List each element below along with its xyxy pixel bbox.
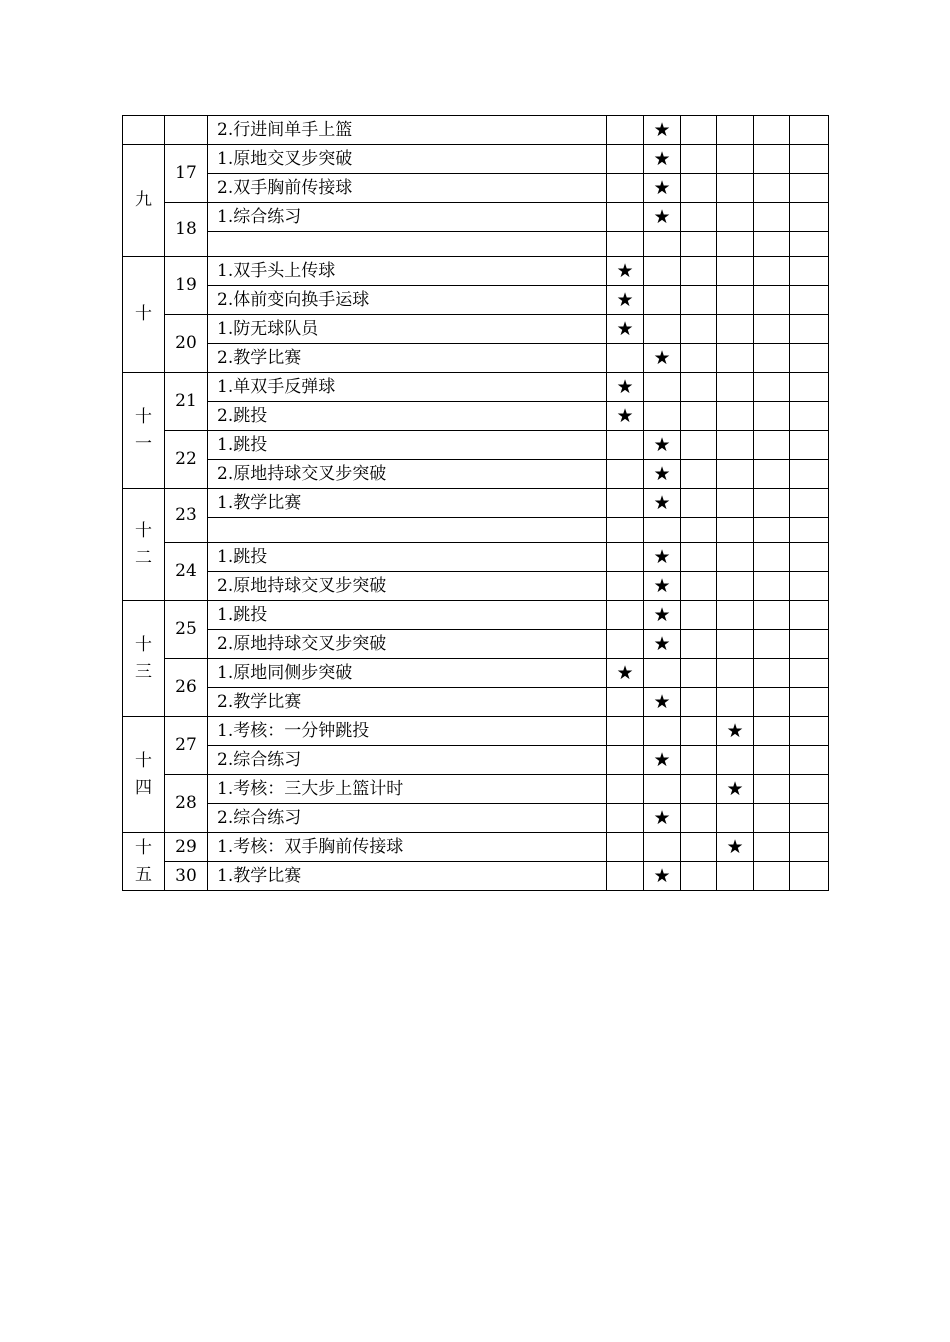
- star-icon: ★: [726, 835, 744, 858]
- mark-cell: [754, 460, 790, 489]
- mark-cell: [681, 601, 717, 630]
- lesson-content: [208, 518, 607, 543]
- lesson-content: [208, 232, 607, 257]
- mark-cell: [644, 344, 681, 373]
- mark-cell: [754, 601, 790, 630]
- week-cell: [123, 601, 165, 717]
- mark-cell: [644, 431, 681, 460]
- lesson-number: 21: [165, 373, 208, 431]
- mark-cell: [607, 460, 644, 489]
- mark-cell: [790, 402, 829, 431]
- mark-cell: [790, 344, 829, 373]
- mark-cell: [717, 543, 754, 572]
- mark-cell: [607, 174, 644, 203]
- star-icon: ★: [653, 176, 671, 199]
- mark-cell: [790, 630, 829, 659]
- mark-cell: [754, 717, 790, 746]
- mark-cell: [607, 746, 644, 775]
- mark-cell: [607, 373, 644, 402]
- mark-cell: [790, 460, 829, 489]
- mark-cell: [607, 257, 644, 286]
- week-label-char: 十: [135, 634, 152, 655]
- mark-cell: [717, 145, 754, 174]
- star-icon: ★: [653, 462, 671, 485]
- mark-cell: [717, 717, 754, 746]
- mark-cell: [790, 659, 829, 688]
- mark-cell: [607, 431, 644, 460]
- mark-cell: [644, 717, 681, 746]
- mark-cell: [754, 203, 790, 232]
- mark-cell: [607, 543, 644, 572]
- mark-cell: [681, 431, 717, 460]
- mark-cell: [644, 804, 681, 833]
- mark-cell: [644, 775, 681, 804]
- mark-cell: [790, 601, 829, 630]
- mark-cell: [790, 572, 829, 601]
- table-row: [123, 344, 829, 373]
- table-row: [123, 804, 829, 833]
- star-icon: ★: [653, 632, 671, 655]
- star-icon: ★: [653, 603, 671, 626]
- star-icon: ★: [616, 375, 634, 398]
- mark-cell: [754, 431, 790, 460]
- mark-cell: [717, 257, 754, 286]
- lesson-content: 2.教学比赛: [208, 344, 607, 373]
- table-row: [123, 116, 829, 145]
- week-cell: [123, 833, 165, 891]
- table-row: [123, 572, 829, 601]
- mark-cell: [717, 833, 754, 862]
- mark-cell: [607, 688, 644, 717]
- week-cell: [123, 489, 165, 601]
- lesson-number: 29: [165, 833, 208, 862]
- mark-cell: [790, 232, 829, 257]
- mark-cell: [790, 373, 829, 402]
- lesson-content: 1.防无球队员: [208, 315, 607, 344]
- mark-cell: [754, 746, 790, 775]
- mark-cell: [754, 116, 790, 145]
- mark-cell: [790, 543, 829, 572]
- mark-cell: [717, 775, 754, 804]
- lesson-content: 1.教学比赛: [208, 862, 607, 891]
- mark-cell: [681, 460, 717, 489]
- mark-cell: [681, 232, 717, 257]
- mark-cell: [644, 373, 681, 402]
- table-row: [123, 286, 829, 315]
- lesson-content: 2.行进间单手上篮: [208, 116, 607, 145]
- mark-cell: [681, 630, 717, 659]
- lesson-content: 2.原地持球交叉步突破: [208, 460, 607, 489]
- table-row: [123, 717, 829, 746]
- mark-cell: [644, 659, 681, 688]
- week-label-char: 十: [135, 750, 152, 771]
- mark-cell: [754, 344, 790, 373]
- mark-cell: [790, 431, 829, 460]
- lesson-number: 27: [165, 717, 208, 775]
- mark-cell: [681, 746, 717, 775]
- mark-cell: [681, 862, 717, 891]
- star-icon: ★: [726, 777, 744, 800]
- mark-cell: [607, 286, 644, 315]
- lesson-content: 2.原地持球交叉步突破: [208, 630, 607, 659]
- mark-cell: [607, 518, 644, 543]
- mark-cell: [681, 775, 717, 804]
- mark-cell: [790, 775, 829, 804]
- mark-cell: [790, 862, 829, 891]
- lesson-content: 1.双手头上传球: [208, 257, 607, 286]
- mark-cell: [717, 630, 754, 659]
- lesson-content: 2.原地持球交叉步突破: [208, 572, 607, 601]
- star-icon: ★: [653, 118, 671, 141]
- week-label-char: 十: [135, 838, 152, 858]
- mark-cell: [717, 232, 754, 257]
- mark-cell: [644, 688, 681, 717]
- mark-cell: [790, 489, 829, 518]
- mark-cell: [681, 572, 717, 601]
- mark-cell: [644, 116, 681, 145]
- mark-cell: [790, 804, 829, 833]
- mark-cell: [644, 203, 681, 232]
- lesson-content: 1.综合练习: [208, 203, 607, 232]
- mark-cell: [754, 804, 790, 833]
- mark-cell: [790, 315, 829, 344]
- mark-cell: [681, 543, 717, 572]
- mark-cell: [644, 145, 681, 174]
- mark-cell: [644, 315, 681, 344]
- mark-cell: [754, 572, 790, 601]
- mark-cell: [717, 431, 754, 460]
- week-cell: [123, 717, 165, 833]
- mark-cell: [754, 688, 790, 717]
- lesson-number: 25: [165, 601, 208, 659]
- lesson-content: 1.考核：三大步上篮计时: [208, 775, 607, 804]
- mark-cell: [607, 659, 644, 688]
- mark-cell: [717, 203, 754, 232]
- mark-cell: [644, 833, 681, 862]
- table-row: [123, 659, 829, 688]
- mark-cell: [754, 659, 790, 688]
- table-row: [123, 315, 829, 344]
- mark-cell: [790, 717, 829, 746]
- table-row: [123, 373, 829, 402]
- lesson-content: 1.考核：一分钟跳投: [208, 717, 607, 746]
- mark-cell: [681, 344, 717, 373]
- mark-cell: [717, 518, 754, 543]
- mark-cell: [681, 315, 717, 344]
- week-label-char: 四: [135, 777, 152, 798]
- mark-cell: [644, 630, 681, 659]
- mark-cell: [607, 344, 644, 373]
- table-row: [123, 232, 829, 257]
- mark-cell: [607, 315, 644, 344]
- mark-cell: [644, 543, 681, 572]
- mark-cell: [717, 862, 754, 891]
- mark-cell: [681, 402, 717, 431]
- mark-cell: [681, 804, 717, 833]
- mark-cell: [607, 717, 644, 746]
- lesson-content: 1.考核：双手胸前传接球: [208, 833, 607, 862]
- mark-cell: [754, 145, 790, 174]
- table-row: [123, 688, 829, 717]
- mark-cell: [607, 145, 644, 174]
- mark-cell: [644, 286, 681, 315]
- lesson-content: 2.综合练习: [208, 804, 607, 833]
- star-icon: ★: [653, 205, 671, 228]
- schedule-body: [123, 116, 829, 891]
- mark-cell: [754, 775, 790, 804]
- mark-cell: [717, 116, 754, 145]
- lesson-content: 2.综合练习: [208, 746, 607, 775]
- star-icon: ★: [653, 864, 671, 887]
- lesson-content: 1.跳投: [208, 431, 607, 460]
- mark-cell: [607, 116, 644, 145]
- mark-cell: [754, 174, 790, 203]
- mark-cell: [607, 833, 644, 862]
- table-row: [123, 518, 829, 543]
- lesson-number: 23: [165, 489, 208, 543]
- star-icon: ★: [726, 719, 744, 742]
- mark-cell: [790, 174, 829, 203]
- table-row: [123, 601, 829, 630]
- week-label-char: 二: [135, 547, 152, 568]
- schedule-table: [122, 115, 829, 891]
- week-label-char: 五: [135, 865, 152, 885]
- lesson-number: 17: [165, 145, 208, 203]
- mark-cell: [717, 746, 754, 775]
- mark-cell: [790, 688, 829, 717]
- star-icon: ★: [616, 317, 634, 340]
- table-row: [123, 145, 829, 174]
- star-icon: ★: [653, 433, 671, 456]
- lesson-content: 1.单双手反弹球: [208, 373, 607, 402]
- lesson-content: 1.跳投: [208, 601, 607, 630]
- mark-cell: [754, 518, 790, 543]
- mark-cell: [790, 833, 829, 862]
- lesson-content: 1.跳投: [208, 543, 607, 572]
- table-row: [123, 746, 829, 775]
- mark-cell: [644, 518, 681, 543]
- table-row: [123, 833, 829, 862]
- week-cell: 九: [123, 145, 165, 257]
- mark-cell: [717, 572, 754, 601]
- star-icon: ★: [653, 346, 671, 369]
- mark-cell: [607, 232, 644, 257]
- star-icon: ★: [653, 147, 671, 170]
- star-icon: ★: [653, 491, 671, 514]
- lesson-content: 1.原地同侧步突破: [208, 659, 607, 688]
- lesson-content: 2.教学比赛: [208, 688, 607, 717]
- lesson-content: 1.原地交叉步突破: [208, 145, 607, 174]
- mark-cell: [681, 174, 717, 203]
- mark-cell: [644, 174, 681, 203]
- mark-cell: [754, 402, 790, 431]
- mark-cell: [681, 688, 717, 717]
- mark-cell: [754, 862, 790, 891]
- star-icon: ★: [653, 690, 671, 713]
- week-label-char: 三: [135, 661, 152, 682]
- mark-cell: [681, 717, 717, 746]
- mark-cell: [754, 543, 790, 572]
- lesson-number: 20: [165, 315, 208, 373]
- mark-cell: [607, 601, 644, 630]
- mark-cell: [607, 203, 644, 232]
- star-icon: ★: [616, 259, 634, 282]
- table-row: [123, 174, 829, 203]
- lesson-number: 22: [165, 431, 208, 489]
- mark-cell: [681, 286, 717, 315]
- week-label-char: 一: [135, 433, 152, 454]
- mark-cell: [790, 286, 829, 315]
- star-icon: ★: [653, 545, 671, 568]
- mark-cell: [644, 862, 681, 891]
- lesson-number: 28: [165, 775, 208, 833]
- mark-cell: [754, 286, 790, 315]
- mark-cell: [607, 775, 644, 804]
- mark-cell: [644, 572, 681, 601]
- mark-cell: [717, 804, 754, 833]
- mark-cell: [754, 257, 790, 286]
- lesson-number: 26: [165, 659, 208, 717]
- star-icon: ★: [653, 748, 671, 771]
- mark-cell: [681, 203, 717, 232]
- mark-cell: [681, 489, 717, 518]
- mark-cell: [754, 373, 790, 402]
- table-row: [123, 431, 829, 460]
- mark-cell: [644, 746, 681, 775]
- table-row: [123, 543, 829, 572]
- week-cell: 十: [123, 257, 165, 373]
- lesson-content: 2.双手胸前传接球: [208, 174, 607, 203]
- week-label-char: 十: [135, 520, 152, 541]
- lesson-content: 2.体前变向换手运球: [208, 286, 607, 315]
- lesson-content: 2.跳投: [208, 402, 607, 431]
- mark-cell: [607, 804, 644, 833]
- table-row: [123, 257, 829, 286]
- mark-cell: [754, 232, 790, 257]
- mark-cell: [717, 460, 754, 489]
- mark-cell: [717, 286, 754, 315]
- mark-cell: [717, 174, 754, 203]
- mark-cell: [681, 116, 717, 145]
- table-row: [123, 203, 829, 232]
- lesson-number: 24: [165, 543, 208, 601]
- mark-cell: [754, 833, 790, 862]
- mark-cell: [644, 402, 681, 431]
- mark-cell: [790, 203, 829, 232]
- star-icon: ★: [616, 661, 634, 684]
- lesson-number: [165, 116, 208, 145]
- mark-cell: [717, 688, 754, 717]
- table-row: [123, 402, 829, 431]
- mark-cell: [717, 315, 754, 344]
- mark-cell: [754, 630, 790, 659]
- lesson-content: 1.教学比赛: [208, 489, 607, 518]
- mark-cell: [717, 402, 754, 431]
- mark-cell: [717, 489, 754, 518]
- mark-cell: [644, 232, 681, 257]
- mark-cell: [754, 489, 790, 518]
- lesson-number: 18: [165, 203, 208, 257]
- mark-cell: [790, 116, 829, 145]
- star-icon: ★: [616, 288, 634, 311]
- mark-cell: [790, 257, 829, 286]
- mark-cell: [717, 344, 754, 373]
- mark-cell: [607, 572, 644, 601]
- mark-cell: [607, 402, 644, 431]
- week-cell: [123, 373, 165, 489]
- mark-cell: [717, 659, 754, 688]
- week-cell: [123, 116, 165, 145]
- mark-cell: [790, 518, 829, 543]
- mark-cell: [681, 373, 717, 402]
- table-row: [123, 775, 829, 804]
- mark-cell: [681, 518, 717, 543]
- mark-cell: [607, 630, 644, 659]
- mark-cell: [681, 833, 717, 862]
- mark-cell: [681, 257, 717, 286]
- star-icon: ★: [616, 404, 634, 427]
- star-icon: ★: [653, 574, 671, 597]
- mark-cell: [644, 257, 681, 286]
- table-row: [123, 489, 829, 518]
- mark-cell: [790, 145, 829, 174]
- mark-cell: [681, 145, 717, 174]
- table-row: [123, 630, 829, 659]
- mark-cell: [754, 315, 790, 344]
- mark-cell: [717, 373, 754, 402]
- mark-cell: [681, 659, 717, 688]
- mark-cell: [717, 601, 754, 630]
- mark-cell: [607, 489, 644, 518]
- mark-cell: [607, 862, 644, 891]
- week-label-char: 十: [135, 406, 152, 427]
- lesson-number: 19: [165, 257, 208, 315]
- mark-cell: [644, 601, 681, 630]
- mark-cell: [644, 489, 681, 518]
- table-row: [123, 460, 829, 489]
- mark-cell: [790, 746, 829, 775]
- lesson-number: 30: [165, 862, 208, 891]
- mark-cell: [644, 460, 681, 489]
- table-row: [123, 862, 829, 891]
- star-icon: ★: [653, 806, 671, 829]
